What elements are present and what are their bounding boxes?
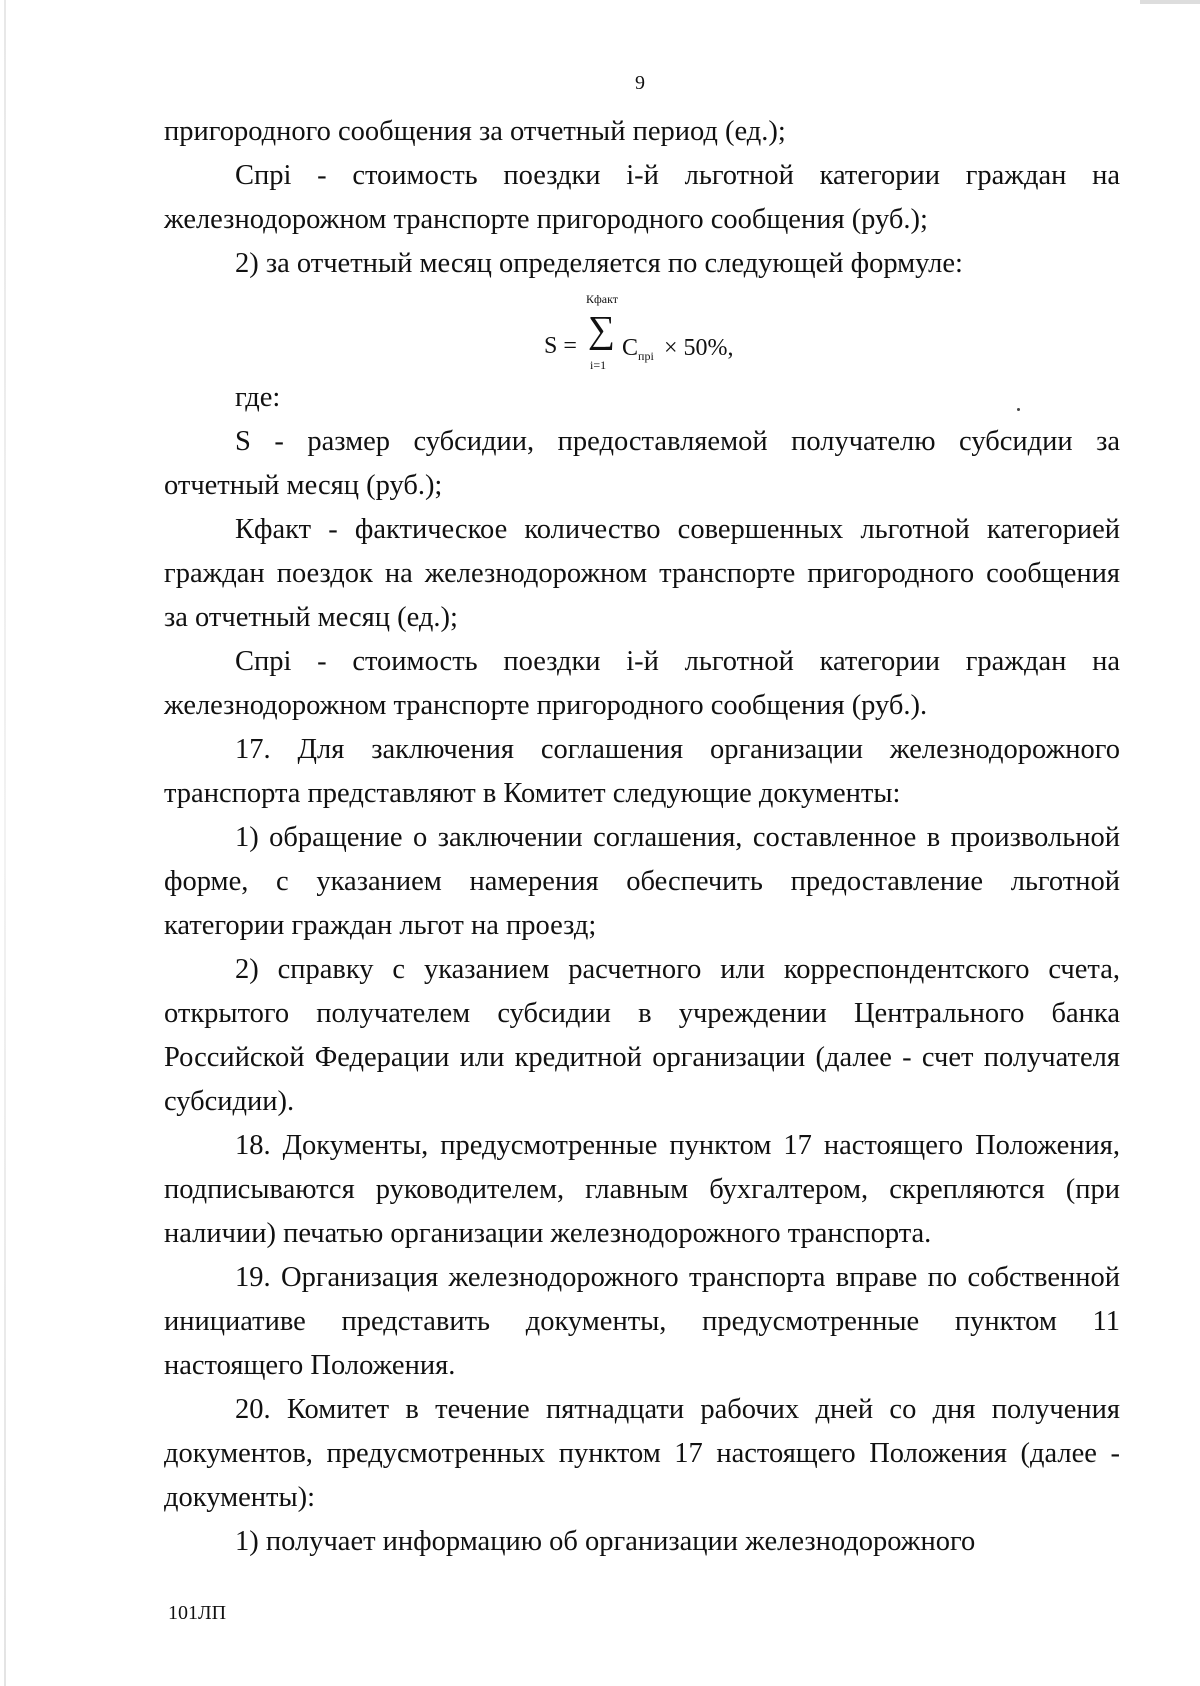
paragraph: 18. Документы, предусмотренные пунктом 17 настоящего Положения, подписываются руководителем, главным бухгалтером, скрепляются (при наличии) печатью организации железнодорожного транспорта. bbox=[164, 1130, 1120, 1249]
paragraph: Спрi - стоимость поездки i-й льготной категории граждан на железнодорожном транспорте пригородного сообщения (руб.); bbox=[164, 160, 1120, 235]
formula-sum-symbol: ∑ bbox=[588, 309, 616, 351]
scan-edge-top bbox=[1140, 0, 1200, 4]
paragraph: S - размер субсидии, предоставляемой получателю субсидии за отчетный месяц (руб.); bbox=[164, 426, 1120, 501]
formula-lower-limit: i=1 bbox=[590, 358, 607, 372]
paragraph: пригородного сообщения за отчетный период (ед.); bbox=[164, 116, 786, 147]
scan-speck bbox=[1017, 408, 1020, 411]
subsidy-formula bbox=[164, 286, 1120, 376]
paragraph: 2) за отчетный месяц определяется по следующей формуле: bbox=[235, 248, 963, 279]
document-body bbox=[164, 110, 1120, 1564]
page-number: 9 bbox=[635, 72, 645, 94]
paragraph: 1) обращение о заключении соглашения, составленное в произвольной форме, с указанием намерения обеспечить предоставление льготной категории граждан льгот на проезд; bbox=[164, 822, 1120, 941]
formula-term-letter: C bbox=[622, 335, 639, 361]
paragraph: 1) получает информацию об организации железнодорожного bbox=[235, 1526, 976, 1557]
paragraph: Спрi - стоимость поездки i-й льготной категории граждан на железнодорожном транспорте пригородного сообщения (руб.). bbox=[164, 646, 1120, 721]
document-code: 101ЛП bbox=[168, 1602, 227, 1624]
paragraph: Кфакт - фактическое количество совершенных льготной категорией граждан поездок на железнодорожном транспорте пригородного сообщения за отчетный месяц (ед.); bbox=[164, 514, 1120, 633]
paragraph: 19. Организация железнодорожного транспорта вправе по собственной инициативе представить документы, предусмотренные пунктом 11 настоящего Положения. bbox=[164, 1262, 1120, 1381]
formula-multiplier: × 50%, bbox=[664, 335, 734, 361]
formula-term bbox=[622, 326, 654, 378]
paragraph: где: bbox=[235, 382, 281, 413]
formula-lhs: S = bbox=[544, 333, 577, 359]
paragraph: 20. Комитет в течение пятнадцати рабочих дней со дня получения документов, предусмотренных пунктом 17 настоящего Положения (далее - документы): bbox=[164, 1394, 1120, 1513]
scan-edge bbox=[4, 0, 6, 1686]
formula-term-subscript: прi bbox=[638, 349, 654, 363]
formula-upper-limit: Кфакт bbox=[586, 292, 619, 306]
paragraph: 2) справку с указанием расчетного или корреспондентского счета, открытого получателем субсидии в учреждении Центрального банка Российской Федерации или кредитной организации (далее - счет получателя субсидии). bbox=[164, 954, 1120, 1117]
paragraph: 17. Для заключения соглашения организации железнодорожного транспорта представляют в Комитет следующие документы: bbox=[164, 734, 1120, 809]
